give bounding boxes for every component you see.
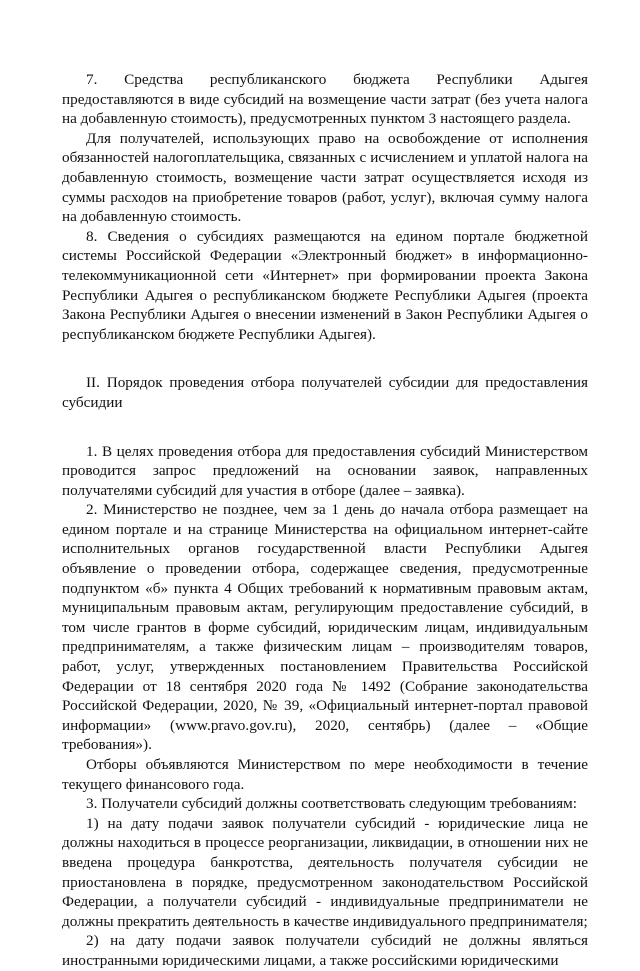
paragraph-selection-timing: Отборы объявляются Министерством по мере необходимости в течение текущего финансового года. [62,756,588,793]
paragraph-7-funds: 7. Средства республиканского бюджета Республики Адыгея предоставляются в виде субсидий на возмещение части затрат (без учета налога на добавленную стоимость), предусмотренных пунктом 3 настоящего раздела. [62,71,588,128]
paragraph-vat-exemption: Для получателей, использующих право на освобождение от исполнения обязанностей налогоплательщика, связанных с исчислением и уплатой налога на добавленную стоимость, возмещение части затрат осуществляется исходя из суммы расходов на приобретение товаров (работ, услуг), включая сумму налога на добавленную стоимость. [62,129,588,226]
paragraph-2-announcement: 2. Министерство не позднее, чем за 1 день до начала отбора размещает на едином портале и на странице Министерства на официальном интернет-сайте исполнительных органов государственной власти Республики Адыгея объявление о проведении отбора, содержащее сведения, предусмотренные подпунктом «б» пункта 4 Общих требований к нормативным правовым актам, муниципальным правовым актам, регулирующим предоставление субсидий, в том числе грантов в форме субсидий, юридическим лицам, индивидуальным предпринимателям, а также физическим лицам – производителям товаров, работ, услуг, утвержденных постановлением Правительства Российской Федерации от 18 сентября 2020 года № 1492 (Собрание законодательства Российской Федерации, 2020, № 39, «Официальный интернет-портал правовой информации» (www.pravo.gov.ru), 2020, сентябрь) (далее – «Общие требования»). [62,501,588,754]
requirement-2: 2) на дату подачи заявок получатели субсидий не должны являться иностранными юридическими лицами, а также российскими юридическими [62,932,588,969]
paragraph-8-subsidy-info: 8. Сведения о субсидиях размещаются на едином портале бюджетной системы Российской Федерации «Электронный бюджет» в информационно-телекоммуникационной сети «Интернет» при формировании проекта Закона Республики Адыгея о республиканском бюджете Республики Адыгея (проекта Закона Республики Адыгея о внесении изменений в Закон Республики Адыгея о республиканском бюджете Республики Адыгея). [62,227,588,343]
section-heading: II. Порядок проведения отбора получателей субсидии для предоставления субсидии [62,374,588,411]
document-body [62,70,588,971]
paragraph-3-requirements: 3. Получатели субсидий должны соответствовать следующим требованиям: [86,795,577,813]
requirement-1: 1) на дату подачи заявок получатели субсидий - юридические лица не должны находиться в процессе реорганизации, ликвидации, в отношении них не введена процедура банкротства, деятельность получателя субсидии не приостановлена в порядке, предусмотренном законодательством Российской Федерации, а получатели субсидий - индивидуальные предприниматели не должны прекратить деятельность в качестве индивидуального предпринимателя; [62,814,588,930]
paragraph-1-selection: 1. В целях проведения отбора для предоставления субсидий Министерством проводится запрос предложений на основании заявок, направленных получателями субсидий для участия в отборе (далее – заявка). [62,442,588,499]
